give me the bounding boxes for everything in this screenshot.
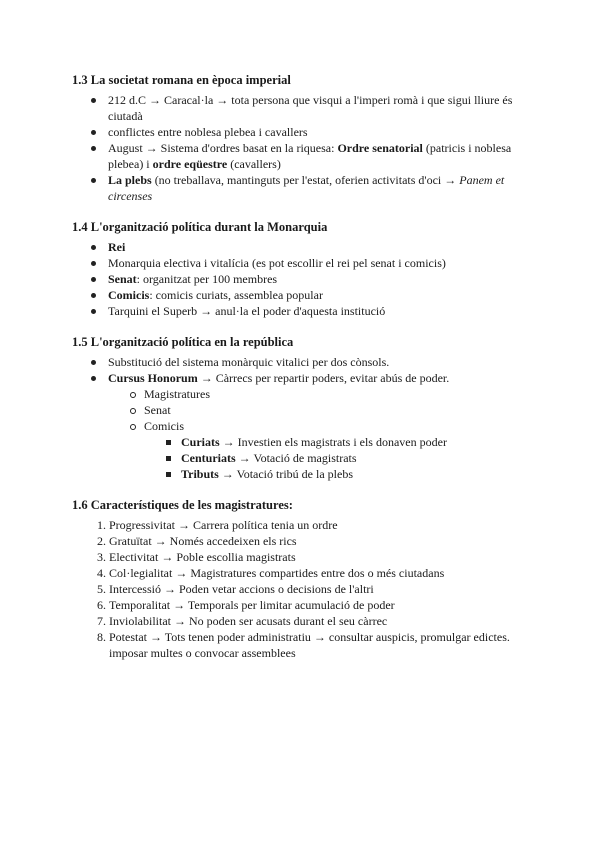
circle-bullet-icon xyxy=(130,424,136,430)
section-1-5 xyxy=(72,334,532,482)
list-item: La plebs (no treballava, mantinguts per l'estat, oferien activitats d'oci → Panem et circenses xyxy=(72,172,532,204)
list-item: 8. Potestat → Tots tenen poder administratiu → consultar auspicis, promulgar edictes. imposar multes o convocar assemblees xyxy=(97,630,510,660)
square-bullet-icon xyxy=(166,440,171,445)
list-item: Monarquia electiva i vitalícia (es pot escollir el rei pel senat i comicis) xyxy=(72,255,532,271)
list-item: Centuriats → Votació de magistrats xyxy=(72,450,532,466)
list-item: 2. Gratuïtat → Només accedeixen els rics xyxy=(97,534,297,548)
circle-bullet-icon xyxy=(130,408,136,414)
list-item: Tarquini el Superb → anul·la el poder d'aquesta institució xyxy=(72,303,532,319)
circle-bullet-icon xyxy=(130,392,136,398)
bullet-icon xyxy=(91,245,96,250)
list-item: 5. Intercessió → Poden vetar accions o decisions de l'altri xyxy=(97,582,374,596)
bullet-icon xyxy=(91,146,96,151)
square-bullet-icon xyxy=(166,472,171,477)
bullet-icon xyxy=(91,178,96,183)
list-item: Curiats → Investien els magistrats i els donaven poder xyxy=(72,434,532,450)
section-1-4 xyxy=(72,219,532,319)
bullet-list xyxy=(72,239,532,319)
section-heading: 1.3 La societat romana en època imperial xyxy=(72,73,291,87)
list-item: August → Sistema d'ordres basat en la riquesa: Ordre senatorial (patricis i noblesa plebea) i ordre eqüestre (cavallers) xyxy=(72,140,532,172)
bullet-icon xyxy=(91,309,96,314)
bullet-icon xyxy=(91,261,96,266)
list-item: Tributs → Votació tribú de la plebs xyxy=(72,466,532,482)
list-item: 1. Progressivitat → Carrera política tenia un ordre xyxy=(97,518,338,532)
list-item: 3. Electivitat → Poble escollia magistrats xyxy=(97,550,296,564)
numbered-list xyxy=(72,517,532,661)
bullet-icon xyxy=(91,293,96,298)
section-heading: 1.6 Característiques de les magistratures: xyxy=(72,498,293,512)
list-item: 4. Col·legialitat → Magistratures compartides entre dos o més ciutadans xyxy=(97,566,445,580)
section-heading: 1.4 L'organització política durant la Monarquia xyxy=(72,220,328,234)
section-heading: 1.5 L'organització política en la república xyxy=(72,335,294,349)
list-item: Cursus Honorum → Càrrecs per repartir poders, evitar abús de poder. xyxy=(72,370,532,386)
bullet-icon xyxy=(91,376,96,381)
list-item: conflictes entre noblesa plebea i cavallers xyxy=(72,124,532,140)
list-item: 212 d.C → Caracal·la → tota persona que visqui a l'imperi romà i que sigui lliure és ciutadà xyxy=(72,92,532,124)
list-item: Senat: organitzat per 100 membres xyxy=(72,271,532,287)
list-item: Magistratures xyxy=(72,386,532,402)
sub-sub-list xyxy=(72,434,532,482)
section-1-6 xyxy=(72,497,532,661)
bullet-icon xyxy=(91,130,96,135)
list-item: 6. Temporalitat → Temporals per limitar acumulació de poder xyxy=(97,598,395,612)
list-item: Rei xyxy=(72,239,532,255)
bullet-list xyxy=(72,354,532,386)
bullet-icon xyxy=(91,360,96,365)
square-bullet-icon xyxy=(166,456,171,461)
list-item: Comicis: comicis curiats, assemblea popular xyxy=(72,287,532,303)
list-item: Substitució del sistema monàrquic vitalici per dos cònsols. xyxy=(72,354,532,370)
list-item: 7. Inviolabilitat → No poden ser acusats durant el seu càrrec xyxy=(97,614,388,628)
list-item: Comicis xyxy=(72,418,532,434)
bullet-icon xyxy=(91,277,96,282)
list-item: Senat xyxy=(72,402,532,418)
sub-list xyxy=(72,386,532,434)
bullet-list xyxy=(72,92,532,204)
section-1-3 xyxy=(72,72,532,204)
bullet-icon xyxy=(91,98,96,103)
